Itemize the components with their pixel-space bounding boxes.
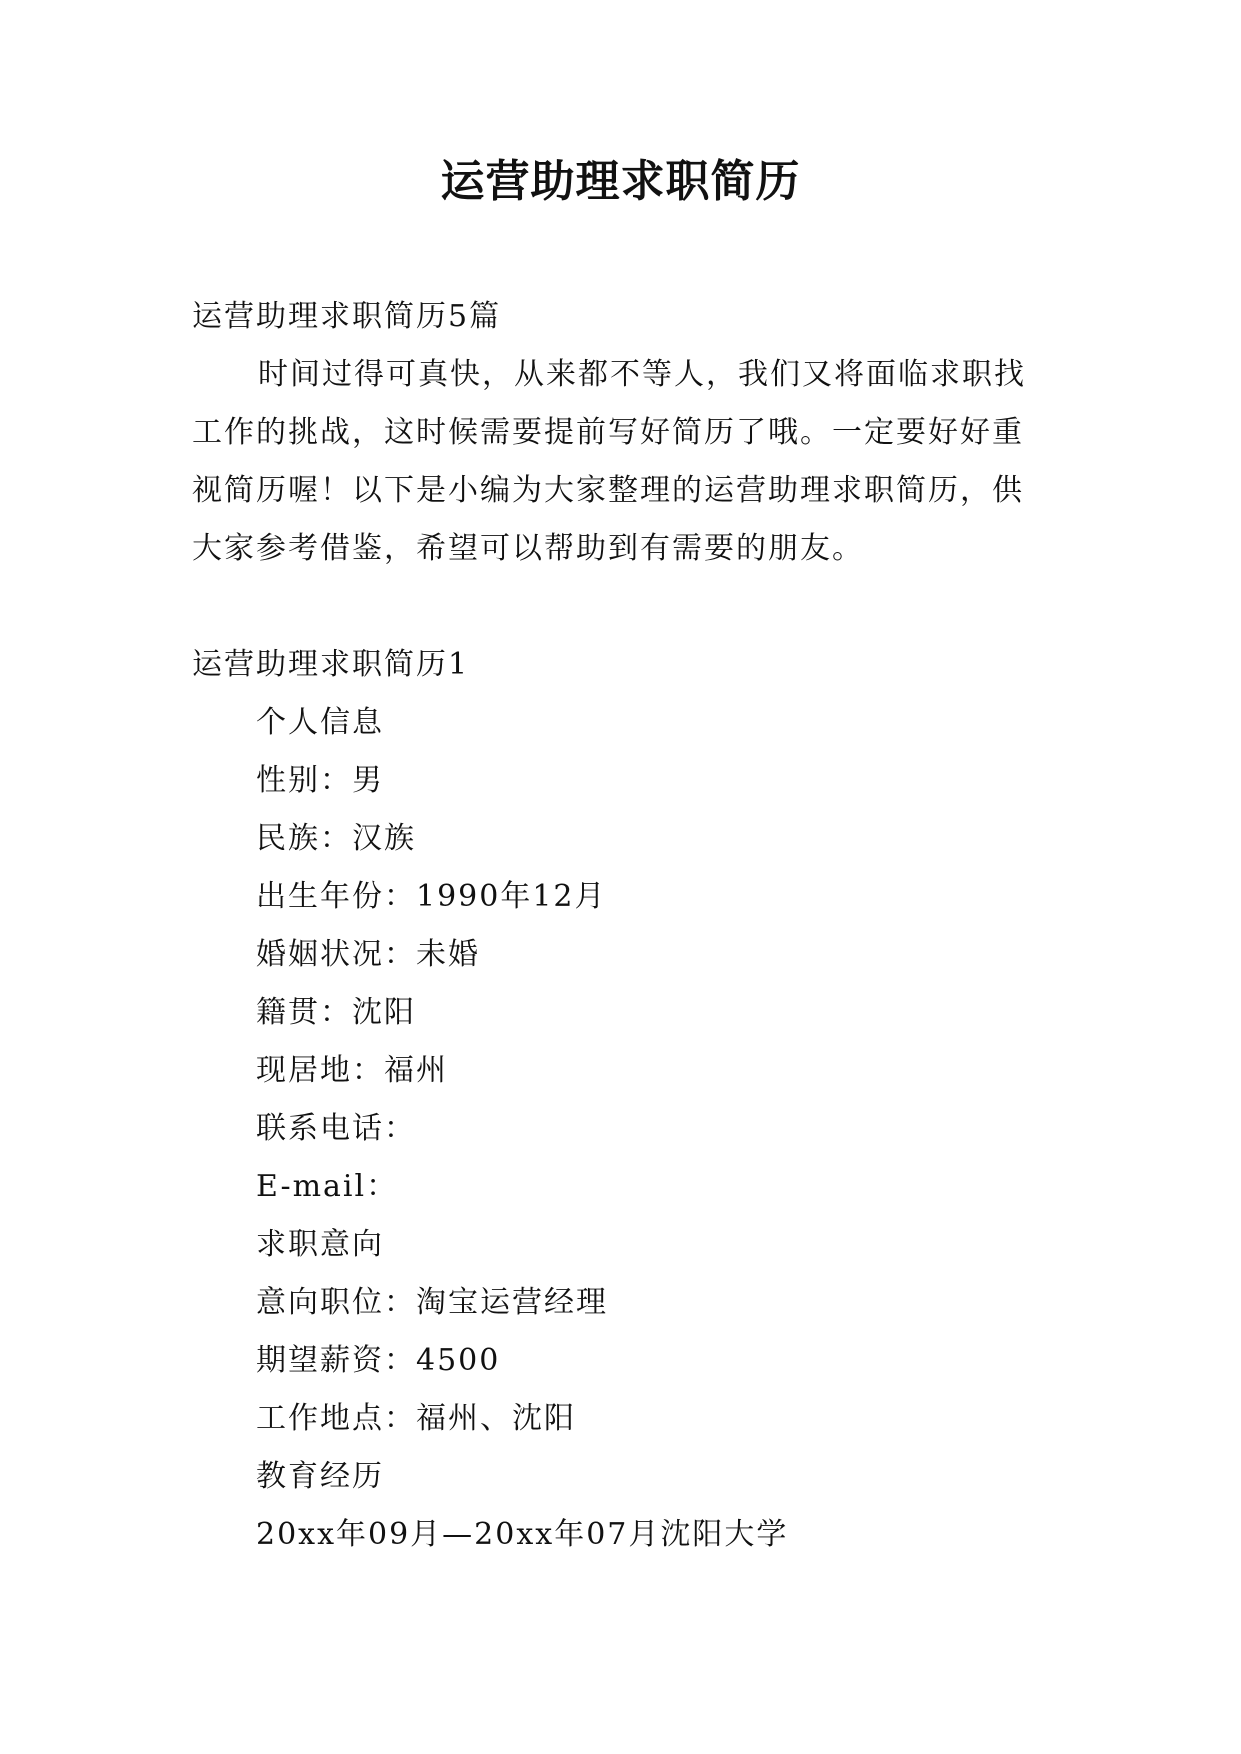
document-subtitle: 运营助理求职简历5篇 [192, 299, 502, 334]
resume-detail-line: 婚姻状况：未婚 [256, 937, 480, 972]
resume-details-list [256, 694, 1036, 1564]
resume-detail-line: 20xx年09月—20xx年07月沈阳大学 [256, 1517, 789, 1552]
resume-detail-line: 个人信息 [256, 705, 384, 740]
resume-detail-line: 联系电话： [256, 1111, 416, 1146]
intro-paragraph: 时间过得可真快，从来都不等人，我们又将面临求职找工作的挑战，这时候需要提前写好简历了哦。一定要好好重视简历喔！以下是小编为大家整理的运营助理求职简历，供大家参考借鉴，希望可以帮助到有需要的朋友。 [192, 357, 1026, 566]
resume-detail-line: 意向职位：淘宝运营经理 [256, 1285, 608, 1320]
section-title: 运营助理求职简历1 [192, 647, 470, 682]
resume-detail-line: E-mail： [256, 1169, 399, 1204]
resume-detail-line: 工作地点：福州、沈阳 [256, 1401, 576, 1436]
resume-detail-line: 出生年份：1990年12月 [256, 879, 607, 914]
resume-detail-line: 教育经历 [256, 1459, 384, 1494]
resume-detail-line: 现居地：福州 [256, 1053, 448, 1088]
resume-detail-line: 性别：男 [256, 763, 384, 798]
resume-detail-line: 求职意向 [256, 1227, 384, 1262]
document-title: 运营助理求职简历 [440, 156, 801, 207]
resume-detail-line: 籍贯：沈阳 [256, 995, 416, 1030]
resume-detail-line: 期望薪资：4500 [256, 1343, 501, 1378]
resume-detail-line: 民族：汉族 [256, 821, 416, 856]
